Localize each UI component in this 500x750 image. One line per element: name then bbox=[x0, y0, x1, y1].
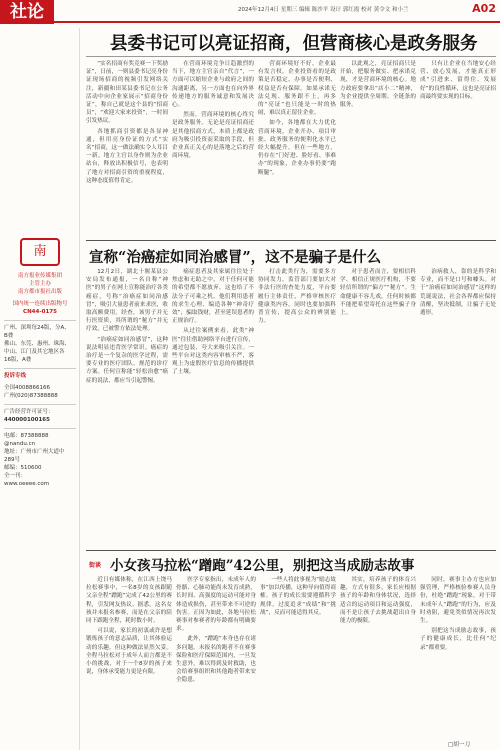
paragraph: 其实，培养孩子的体育兴趣，方式有很多。家长应根据孩子的年龄和身体状况，选择适合的运动项目和运动强度，而不是让孩子去挑战超出自身能力的极限。 bbox=[340, 577, 416, 625]
contact-line: 全一刊： bbox=[4, 473, 27, 479]
article1-col2 bbox=[172, 60, 254, 236]
org-line: 主管主办 bbox=[28, 281, 51, 287]
paragraph: 12月2日，湖北十堰某县公安局发布通报，一名自称“神医”的男子在网上宣称能治疗各类癌症，号称“治癌症如同治感冒”，吸引大量患者前来求医，收取高额费用。经查，该男子并无行医资质，其所谓的“秘方”并无疗效，已被警方依法处理。 bbox=[86, 269, 168, 333]
article2-col3 bbox=[258, 268, 336, 546]
edition-line: 16版、A叠 bbox=[4, 357, 32, 363]
newspaper-logo-icon: 南 bbox=[20, 238, 60, 266]
paragraph: 对于患者而言，要相信科学、相信正规医疗机构，不要轻信所谓的“偏方”“秘方”。生命健康不容儿戏，任何时候都不能把希望寄托在这些骗子身上。 bbox=[340, 269, 416, 317]
article3-col5 bbox=[420, 576, 496, 738]
ad-license-title: 广告经营许可证号： bbox=[4, 409, 54, 415]
org-line: 南方都市报社出版 bbox=[17, 289, 62, 295]
byline: □胡一刀 bbox=[448, 742, 471, 748]
masthead-info: 2024年12月4日 星期三 编辑 陈沙平 设计 郭红霞 校对 黄令文 和小兰 bbox=[238, 7, 409, 13]
article2-col4 bbox=[340, 268, 416, 546]
sidebar-divider bbox=[4, 428, 76, 429]
contact-line: 电邮：87388888 bbox=[4, 433, 49, 439]
paragraph: 同时，赛事主办方也应加强管理，严格核验参赛人员身份，杜绝“蹭跑”现象。对于带未成年人“蹭跑”的行为，应及时劝阻，避免类似情况再次发生。 bbox=[420, 577, 496, 625]
article1-col3 bbox=[258, 60, 336, 236]
paragraph: 别把这当成励志故事，孩子的健康成长，比任何“纪录”都重要。 bbox=[420, 628, 496, 651]
paragraph: “治癌症如同治感冒”，这种说法明显违背医学常识。癌症的治疗是一个复杂的医学过程，需要专业的医疗团队、规范的诊疗方案。任何宣称能“轻松治愈”癌症的说法，都应当引起警惕。 bbox=[86, 336, 168, 384]
sidebar-hotline-numbers bbox=[4, 384, 76, 400]
contact-line: @nandu.cn bbox=[4, 441, 36, 447]
paragraph: “实名招商有奖竞赛一下奖励证”，日前，一则县委书记亮身份证现场招商的视频引发网络关注，新疆和田某县委书记在公务活动中向企业家展示“招商身份证”，称自己就是这个县的“招商员”，“欢迎大家来投资”，一时间引发热议。 bbox=[86, 61, 168, 125]
paragraph: 只有让企业在当地安心经营、放心发展，才能真正形成“引进来、留得住、发展好”的良性循环，这也是亮证招商最终要实现的目标。 bbox=[420, 61, 496, 100]
sidebar-divider bbox=[4, 320, 76, 321]
article3-col3 bbox=[260, 576, 336, 738]
sidebar-contact bbox=[4, 432, 76, 488]
ad-license-number: 440000100165 bbox=[4, 417, 50, 423]
paragraph: 从过往案例来看，此类“神医”往往借助网络平台进行宣传，通过包装、夸大来吸引关注。一些平台对这类内容审核不严，客观上为虚假医疗信息的传播提供了土壤。 bbox=[172, 328, 254, 376]
sidebar-editions bbox=[4, 324, 76, 364]
paragraph: 治病救人，靠的是科学和专业，而不是口号和噱头。对于“治癌症如同治感冒”这样的荒诞说法，社会各界都应保持清醒，坚决抵制，让骗子无处遁形。 bbox=[420, 269, 496, 317]
paragraph: 一些人将此事视为“励志故事”加以传播，这种导向值得商榷。孩子的成长需要遵循科学规律，过度追求“成绩”和“挑战”，反而可能适得其反。 bbox=[260, 577, 336, 616]
article1-col1 bbox=[86, 60, 168, 236]
sidebar-ad-license bbox=[4, 408, 76, 424]
edition-line: B叠 bbox=[4, 333, 14, 339]
article2-col2 bbox=[172, 268, 254, 546]
hotline-title: 投诉专线 bbox=[4, 373, 27, 379]
headline-3: 小女孩马拉松“蹭跑”42公里，别把这当成励志故事 bbox=[110, 558, 415, 574]
headline-rule bbox=[86, 56, 496, 57]
paragraph: 打击此类行为，需要多方协同发力。监管部门要加大对非法行医的查处力度，平台要履行主体责任，严格审核医疗健康类内容，同时也要加强科普宣传，提高公众的辨别能力。 bbox=[258, 269, 336, 325]
article1-col5 bbox=[420, 60, 496, 236]
paragraph: 以此观之，亮证招商只是开始，把服务做实、把承诺兑现，才是营商环境的核心。地方政府要拿出“店小二”精神，为企业提供全周期、全链条的服务。 bbox=[340, 61, 416, 109]
paragraph: 如今，各地都在大力优化营商环境，企业开办、项目审批、政务服务的便利化水平已经大幅提升。但在一些地方，仍存在“门好进、脸好看、事难办”的现象，企业办事仍要“跑断腿”。 bbox=[258, 120, 336, 176]
sidebar-cn bbox=[4, 300, 76, 316]
org-line: 南方报业传媒集团 bbox=[17, 273, 62, 279]
headline-1: 县委书记可以亮证招商，但营商核心是政务服务 bbox=[110, 34, 478, 54]
article3-col2 bbox=[176, 576, 256, 738]
column-tag: 街谈 bbox=[89, 562, 102, 569]
sidebar-divider bbox=[4, 368, 76, 369]
article3-col4 bbox=[340, 576, 416, 738]
sidebar-divider bbox=[4, 404, 76, 405]
paragraph: 在营商环境竞争日趋激烈的当下，地方主官亲自“代言”，一方面可以缩短企业与政府之间的沟通距离，另一方面也在向外界传递地方的服务诚意和发展决心。 bbox=[172, 61, 254, 109]
article3-col1 bbox=[86, 576, 172, 738]
edition-line: 广州、深圳每24版，分A、 bbox=[4, 325, 70, 331]
sidebar bbox=[0, 28, 80, 750]
paragraph: 营商环境好不好，企业最有发言权。企业投资看的是政策是否稳定、办事是否便利、权益是否有保障。如果承诺无法兑现、服务跟不上，再多的“亮证”也只能是一时的热闹，难以真正留住企业。 bbox=[258, 61, 336, 117]
article2-col5 bbox=[420, 268, 496, 546]
section-tag: 社论 bbox=[0, 0, 54, 24]
hotline-number: 广州(020)87388888 bbox=[4, 393, 58, 399]
headline-2: 宣称“治癌症如同治感冒”，这不是骗子是什么 bbox=[89, 249, 382, 266]
cn-label: 国内统一连续出版物号 bbox=[12, 301, 68, 307]
edition-line: 佛山、东莞、惠州、珠海、 bbox=[4, 341, 71, 347]
paragraph: 医学专家指出，未成年人的骨骼、心肺功能尚未发育成熟，长时间、高强度的运动可能对身体造成损伤，甚至带来不可逆的伤害。正因为如此，各地马拉松赛事对参赛者的年龄都有明确要求。 bbox=[176, 577, 256, 633]
sidebar-hotline bbox=[4, 372, 76, 380]
section-rule bbox=[86, 240, 496, 241]
masthead-rule bbox=[54, 21, 500, 23]
contact-line: www.oeeee.com bbox=[4, 481, 50, 487]
paragraph: 各地抓商引资都是各显神通，但用亮身份证的方式“实名”招商，这一做法确实令人耳目一新。地方主官以身作则为企业站台，释放出积极信号，也表明了地方对招商引资的重视程度，这种态度值得肯定。 bbox=[86, 128, 168, 184]
article2-col1 bbox=[86, 268, 168, 546]
contact-line: 邮编：510600 bbox=[4, 465, 42, 471]
edition-line: 中山、江门及其它地区各 bbox=[4, 349, 65, 355]
contact-line: 地址：广州市广州大道中 bbox=[4, 449, 65, 455]
cn-number: CN44-0175 bbox=[23, 309, 57, 315]
section-rule bbox=[86, 550, 496, 551]
hotline-number: 全国4008866166 bbox=[4, 385, 50, 391]
paragraph: 癌症患者及其家属往往处于焦虑和无助之中，对于任何可能的希望都不愿放弃，这也给了不法分子可乘之机。他们利用患者的求生心理，编造各种“神奇疗效”，骗取钱财，甚至延误患者的正规治疗。 bbox=[172, 269, 254, 325]
page-number: A02 bbox=[472, 2, 496, 15]
masthead bbox=[0, 0, 500, 24]
sidebar-org bbox=[4, 272, 76, 296]
contact-line: 289号 bbox=[4, 457, 20, 463]
article1-col4 bbox=[340, 60, 416, 236]
paragraph: 可以说，家长的初衷或许是想锻炼孩子的意志品质，让其体验运动的乐趣。但这种做法显然欠妥。全程马拉松对于成年人而言都是不小的挑战，对于一个8岁的孩子来说，身体承受能力更是有限。 bbox=[86, 628, 172, 676]
paragraph: 然而，营商环境的核心终究是政务服务。无论是亮证招商还是其他招商方式，本质上都是政府为吸引投资而采取的手段，但企业真正关心的是落地之后的营商环境。 bbox=[172, 112, 254, 160]
paragraph: 此外，“蹭跑”本身也存在诸多问题。未报名的跑者不在赛事保险和医疗保障范围内，一旦发生意外，难以得到及时救助，也会给赛事组织和其他跑者带来安全隐患。 bbox=[176, 636, 256, 684]
paragraph: 近日有媒体称，在江西上饶马拉松赛事中，一名8岁的女孩跟随父亲全程“蹭跑”完成了42公里的赛程，引发网友热议。据悉，这名女孩并未报名参赛，而是在父亲的陪同下跟跑全程，耗时数小时。 bbox=[86, 577, 172, 625]
